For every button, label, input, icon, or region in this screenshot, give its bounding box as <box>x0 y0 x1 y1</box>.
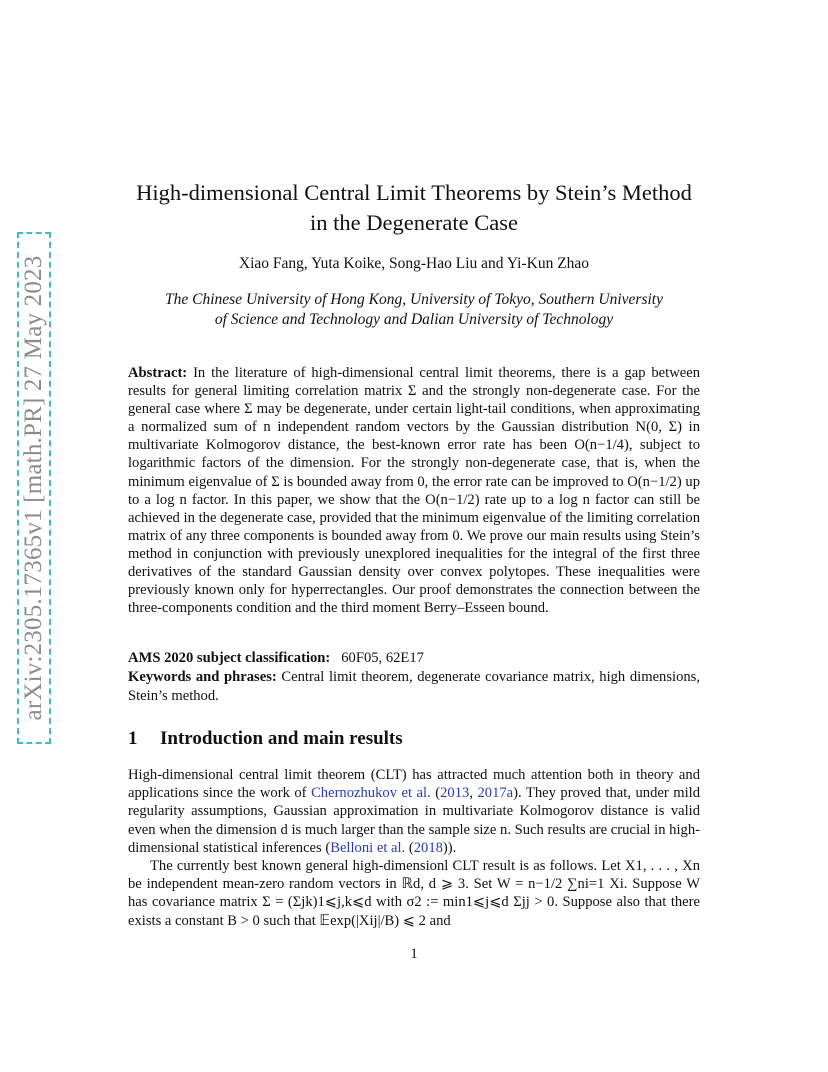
paragraph-1-text-c: , <box>469 785 478 802</box>
affiliation-line-2: of Science and Technology and Dalian University of Technology <box>214 311 614 328</box>
keywords <box>128 668 700 706</box>
section-title: Introduction and main results <box>160 728 403 749</box>
citation-link-2018[interactable]: 2018 <box>413 839 443 856</box>
ams-classification <box>128 649 700 667</box>
paper-title <box>110 178 718 238</box>
paragraph-2: The currently best known general high-dimensionl CLT result is as follows. Let X1, . . . , Xn be independent mean-zero random vectors in ℝd, d ⩾ 3. Set W = n−1/2 ∑ni=1 Xi. Suppose W has covariance matrix Σ = (Σjk)1⩽j,k⩽d with σ2 := min1⩽j⩽d Σjj > 0. Suppose also that there exists a constant B > 0 such that 𝔼exp(|Xij|/B) ⩽ 2 and <box>128 858 700 929</box>
paragraph-1 <box>128 766 700 857</box>
section-heading <box>128 728 403 750</box>
section-number: 1 <box>128 728 138 749</box>
author-list: Xiao Fang, Yuta Koike, Song-Hao Liu and Yi-Kun Zhao <box>238 255 590 272</box>
affiliation-line-1: The Chinese University of Hong Kong, University of Tokyo, Southern University <box>165 291 663 308</box>
paragraph-1-text-b: ( <box>430 785 441 802</box>
section-body <box>128 766 700 930</box>
abstract-label: Abstract: <box>128 365 188 381</box>
title-line-2: in the Degenerate Case <box>309 210 519 235</box>
affiliations <box>128 290 700 330</box>
citation-link-2013[interactable]: 2013 <box>440 785 470 802</box>
abstract <box>128 364 700 617</box>
page-number: 1 <box>410 946 418 962</box>
citation-link-2017a[interactable]: 2017a <box>477 785 514 802</box>
citation-link-belloni[interactable]: Belloni et al. <box>330 839 406 856</box>
citation-link-chernozhukov[interactable]: Chernozhukov et al. <box>311 785 431 802</box>
title-line-1: High-dimensional Central Limit Theorems by Stein’s Method <box>136 180 692 205</box>
abstract-text: In the literature of high-dimensional central limit theorems, there is a gap between results for general limiting correlation matrix Σ and the strongly non-degenerate case. For the general case where Σ may be degenerate, under certain light-tail conditions, when approximating a normalized sum of n independent random vectors by the Gaussian distribution N(0, Σ) in multivariate Kolmogorov distance, the best-known error rate has been O(n−1/4), subject to logarithmic factors of the dimension. For the strongly non-degenerate case, that is, when the minimum eigenvalue of Σ is bounded away from 0, the error rate can be improved to O(n−1/2) up to a log n factor. In this paper, we show that the O(n−1/2) rate up to a log n factor can still be achieved in the degenerate case, provided that the minimum eigenvalue of the limiting correlation matrix of any three components is bounded away from 0. We prove our main results using Stein’s method in conjunction with previously unexplored inequalities for the integral of the first three derivatives of the standard Gaussian density over convex polytopes. These inequalities were previously known only for hyperrectangles. Our proof demonstrates the connection between the three-components condition and the third moment Berry–Esseen bound. <box>128 365 700 617</box>
keywords-label: Keywords and phrases: <box>128 669 277 685</box>
paragraph-1-text-f: )). <box>442 839 457 856</box>
paragraph-1-text-e: ( <box>405 839 414 856</box>
ams-value: 60F05, 62E17 <box>341 650 424 666</box>
arxiv-identifier[interactable]: arXiv:2305.17365v1 [math.PR] 27 May 2023 <box>20 255 47 721</box>
keywords-value: Central limit theorem, degenerate covariance matrix, high dimensions, Stein’s method. <box>128 669 700 704</box>
paragraph-1-text-d: ). They proved that, under mild regularity assumptions, Gaussian approximation in multivariate Kolmogorov distance is valid even when the dimension d is much larger than the sample size n. Such results are crucial in high-dimensional statistical inferences ( <box>128 785 701 856</box>
ams-label: AMS 2020 subject classification: <box>128 650 331 666</box>
paragraph-1-text-a: High-dimensional central limit theorem (CLT) has attracted much attention both in theory and applications since the work of <box>128 767 700 802</box>
